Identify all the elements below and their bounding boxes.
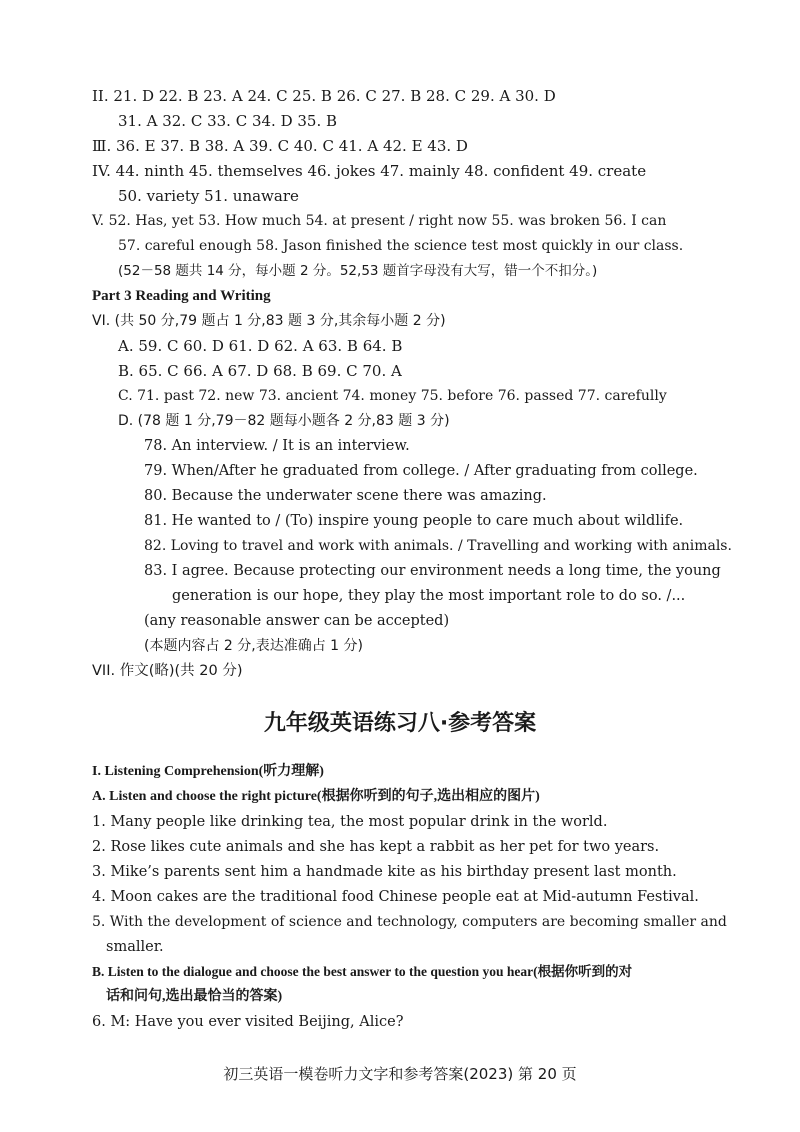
answers-section-6-d-header: D. (78 题 1 分,79－82 题每小题各 2 分,83 题 3 分) [118, 413, 450, 429]
answer-83-line-1: 83. I agree. Because protecting our environment needs a long time, the young [144, 563, 721, 579]
answers-section-4-line-1: IV. 44. ninth 45. themselves 46. jokes 47. mainly 48. confident 49. create [92, 162, 647, 180]
answer-79: 79. When/After he graduated from college. / After graduating from college. [144, 463, 698, 479]
page-footer: 初三英语一模卷听力文字和参考答案(2023) 第 20 页 [223, 1065, 577, 1083]
practice-8-title: 九年级英语练习八·参考答案 [263, 711, 537, 736]
answer-81: 81. He wanted to / (To) inspire young people to care much about wildlife. [144, 513, 684, 529]
listening-sentence-5-line-2: smaller. [106, 939, 164, 955]
answers-section-7: VII. 作文(略)(共 20 分) [92, 663, 243, 679]
answers-section-6-header: VI. (共 50 分,79 题占 1 分,83 题 3 分,其余每小题 2 分) [92, 313, 446, 329]
answers-section-4-line-2: 50. variety 51. unaware [118, 187, 299, 205]
answers-section-6-c: C. 71. past 72. new 73. ancient 74. money 75. before 76. passed 77. carefully [118, 388, 667, 404]
listening-sentence-4: 4. Moon cakes are the traditional food Chinese people eat at Mid-autumn Festival. [92, 889, 699, 905]
dialogue-6-line: 6. M: Have you ever visited Beijing, Alice? [92, 1014, 404, 1030]
answers-section-3-line: Ⅲ. 36. E 37. B 38. A 39. C 40. C 41. A 42. E 43. D [92, 137, 468, 155]
section-b-heading-line-2: 话和问句,选出最恰当的答案) [106, 989, 283, 1004]
answers-section-5-scoring-note: (52－58 题共 14 分，每小题 2 分。52,53 题首字母没有大写，错一个不扣分。) [118, 263, 598, 279]
answers-section-5-line-1: V. 52. Has, yet 53. How much 54. at present / right now 55. was broken 56. I can [92, 213, 667, 229]
section-a-heading: A. Listen and choose the right picture(根据你听到的句子,选出相应的图片) [92, 789, 540, 804]
answers-section-6-b: B. 65. C 66. A 67. D 68. B 69. C 70. A [118, 362, 402, 380]
answers-section-2-line-2: 31. A 32. C 33. C 34. D 35. B [118, 112, 338, 130]
listening-sentence-3: 3. Mike’s parents sent him a handmade kite as his birthday present last month. [92, 864, 677, 880]
part-3-heading: Part 3 Reading and Writing [92, 288, 271, 304]
answers-section-2-line-1: II. 21. D 22. B 23. A 24. C 25. B 26. C 27. B 28. C 29. A 30. D [92, 87, 556, 105]
answer-83-line-3: (any reasonable answer can be accepted) [144, 613, 450, 629]
answer-83-line-2: generation is our hope, they play the most important role to do so. /... [172, 588, 686, 604]
answer-83-scoring-note: (本题内容占 2 分,表达准确占 1 分) [144, 638, 363, 654]
listening-sentence-2: 2. Rose likes cute animals and she has kept a rabbit as her pet for two years. [92, 839, 660, 855]
answer-78: 78. An interview. / It is an interview. [144, 438, 410, 454]
answer-80: 80. Because the underwater scene there was amazing. [144, 488, 547, 504]
listening-sentence-1: 1. Many people like drinking tea, the most popular drink in the world. [92, 814, 608, 830]
answer-82: 82. Loving to travel and work with animals. / Travelling and working with animals. [144, 538, 732, 554]
listening-comprehension-heading: I. Listening Comprehension(听力理解) [92, 764, 324, 779]
answers-section-6-a: A. 59. C 60. D 61. D 62. A 63. B 64. B [118, 337, 403, 355]
listening-sentence-5-line-1: 5. With the development of science and technology, computers are becoming smaller and [92, 914, 727, 930]
answers-section-5-line-2: 57. careful enough 58. Jason finished the science test most quickly in our class. [118, 238, 684, 254]
section-b-heading-line-1: B. Listen to the dialogue and choose the best answer to the question you hear(根据你听到的对 [92, 964, 633, 979]
